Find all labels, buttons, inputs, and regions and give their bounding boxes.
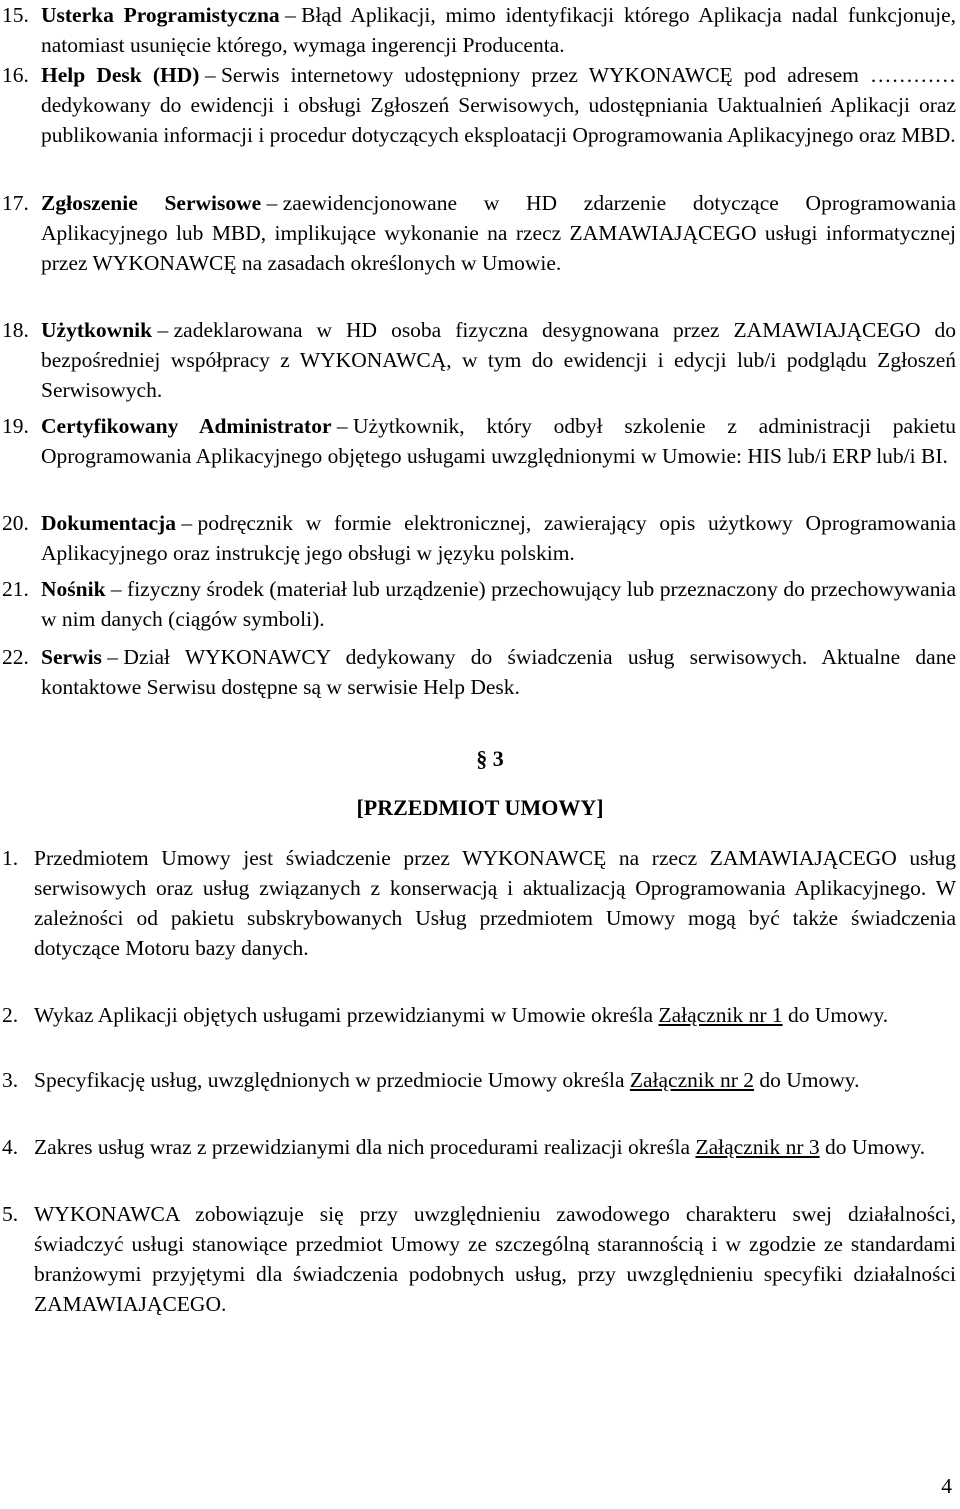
annex-reference-link[interactable]: Załącznik nr 1 bbox=[658, 1003, 783, 1027]
definition-text: Dział WYKONAWCY dedykowany do świadczenia usług serwisowych. Aktualne dane kontaktowe Serwisu dostępne są w serwisie Help Desk. bbox=[41, 645, 956, 699]
definition-number: 17. bbox=[2, 191, 29, 215]
clause-text-end: do Umowy. bbox=[787, 1003, 889, 1027]
definition-dash: – bbox=[157, 318, 169, 342]
definition-dash: – bbox=[110, 577, 122, 601]
clause-number: 4. bbox=[2, 1135, 19, 1159]
definition-dash: – bbox=[181, 511, 193, 535]
definition-17 bbox=[0, 188, 956, 278]
definition-text: podręcznik w formie elektronicznej, zawierający opis użytkowy Oprogramowania Aplikacyjnego oraz instrukcję jego obsługi w języku polskim. bbox=[41, 511, 956, 565]
clause-text: Specyfikację usług, uwzględnionych w przedmiocie Umowy określa bbox=[34, 1068, 625, 1092]
definition-number: 19. bbox=[2, 414, 29, 438]
definition-number: 21. bbox=[2, 577, 29, 601]
clause-item-1 bbox=[0, 843, 956, 963]
clause-item-5 bbox=[0, 1199, 956, 1319]
page-number: 4 bbox=[941, 1474, 952, 1498]
annex-reference-link[interactable]: Załącznik nr 3 bbox=[695, 1135, 820, 1159]
definition-text: Serwis internetowy udostępniony przez WYKONAWCĘ pod adresem ………… dedykowany do ewidencji i obsługi Zgłoszeń Serwisowych, udostępniania Uaktualnień Aplikacji oraz publikowania informacji i procedur dotyczących eksploatacji Oprogramowania Aplikacyjnego oraz MBD. bbox=[41, 63, 956, 147]
clause-number: 2. bbox=[2, 1003, 19, 1027]
definition-number: 16. bbox=[2, 63, 29, 87]
definition-number: 18. bbox=[2, 318, 29, 342]
definition-dash: – bbox=[107, 645, 119, 669]
definition-term: Dokumentacja bbox=[41, 511, 176, 535]
definition-number: 15. bbox=[2, 3, 29, 27]
clause-item-4 bbox=[0, 1132, 956, 1162]
clause-text: Wykaz Aplikacji objętych usługami przewidzianymi w Umowie określa bbox=[34, 1003, 654, 1027]
clause-item-3 bbox=[0, 1065, 956, 1095]
section-symbol: § 3 bbox=[476, 746, 504, 771]
definition-15 bbox=[0, 0, 956, 60]
definition-19 bbox=[0, 411, 956, 471]
definition-number: 22. bbox=[2, 645, 29, 669]
definition-text: Użytkownik, który odbył szkolenie z administracji pakietu Oprogramowania Aplikacyjnego objętego usługami uwzględnionymi w Umowie: HIS lub/i ERP lub/i BI. bbox=[41, 414, 956, 468]
clause-number: 1. bbox=[2, 846, 19, 870]
definition-dash: – bbox=[285, 3, 296, 27]
definition-text: fizyczny środek (materiał lub urządzenie) przechowujący lub przeznaczony do przechowywania w nim danych (ciągów symboli). bbox=[41, 577, 956, 631]
definition-term: Użytkownik bbox=[41, 318, 153, 342]
definition-dash: – bbox=[204, 63, 216, 87]
clause-number: 5. bbox=[2, 1202, 19, 1226]
definition-term: Serwis bbox=[41, 645, 102, 669]
definition-20 bbox=[0, 508, 956, 568]
clause-text-end: do Umowy. bbox=[824, 1135, 926, 1159]
clause-text-end: do Umowy. bbox=[759, 1068, 860, 1092]
definition-term: Help Desk (HD) bbox=[41, 63, 200, 87]
definition-dash: – bbox=[266, 191, 278, 215]
definition-term: Zgłoszenie Serwisowe bbox=[41, 191, 262, 215]
clause-item-2 bbox=[0, 1000, 956, 1030]
definition-text: zadeklarowana w HD osoba fizyczna desygnowana przez ZAMAWIAJĄCEGO do bezpośredniej współpracy z WYKONAWCĄ, w tym do ewidencji i edycji lub/i podglądu Zgłoszeń Serwisowych. bbox=[41, 318, 956, 402]
definition-term: Usterka Programistyczna bbox=[41, 3, 280, 27]
definition-dash: – bbox=[336, 414, 348, 438]
clause-text: WYKONAWCA zobowiązuje się przy uwzględnieniu zawodowego charakteru swej działalności, świadczyć usługi stanowiące przedmiot Umowy ze szczególną starannością i w zgodzie ze standardami branżowymi przyjętymi dla świadczenia podobnych usług, przy uwzględnieniu specyfiki działalności ZAMAWIAJĄCEGO. bbox=[34, 1202, 956, 1316]
annex-reference-link[interactable]: Załącznik nr 2 bbox=[629, 1068, 755, 1092]
definition-number: 20. bbox=[2, 511, 29, 535]
section-title: [PRZEDMIOT UMOWY] bbox=[356, 795, 604, 820]
definition-21 bbox=[0, 574, 956, 634]
clause-text: Zakres usług wraz z przewidzianymi dla nich procedurami realizacji określa bbox=[34, 1135, 691, 1159]
clause-number: 3. bbox=[2, 1068, 19, 1092]
definition-16 bbox=[0, 60, 956, 150]
definition-term: Nośnik bbox=[41, 577, 106, 601]
clause-text: Przedmiotem Umowy jest świadczenie przez WYKONAWCĘ na rzecz ZAMAWIAJĄCEGO usług serwisowych oraz usług związanych z konserwacją i aktualizacją Oprogramowania Aplikacyjnego. W zależności od pakietu subskrybowanych Usług przedmiotem Umowy mogą być także świadczenia dotyczące Motoru bazy danych. bbox=[34, 846, 956, 960]
definition-22 bbox=[0, 642, 956, 702]
definition-text: zaewidencjonowane w HD zdarzenie dotyczące Oprogramowania Aplikacyjnego lub MBD, implikujące wykonanie na rzecz ZAMAWIAJĄCEGO usługi informatycznej przez WYKONAWCĘ na zasadach określonych w Umowie. bbox=[41, 191, 956, 275]
definition-term: Certyfikowany Administrator bbox=[41, 414, 332, 438]
definition-18 bbox=[0, 315, 956, 405]
definition-text: Błąd Aplikacji, mimo identyfikacji którego Aplikacja nadal funkcjonuje, natomiast usunięcie którego, wymaga ingerencji Producenta. bbox=[41, 3, 956, 57]
